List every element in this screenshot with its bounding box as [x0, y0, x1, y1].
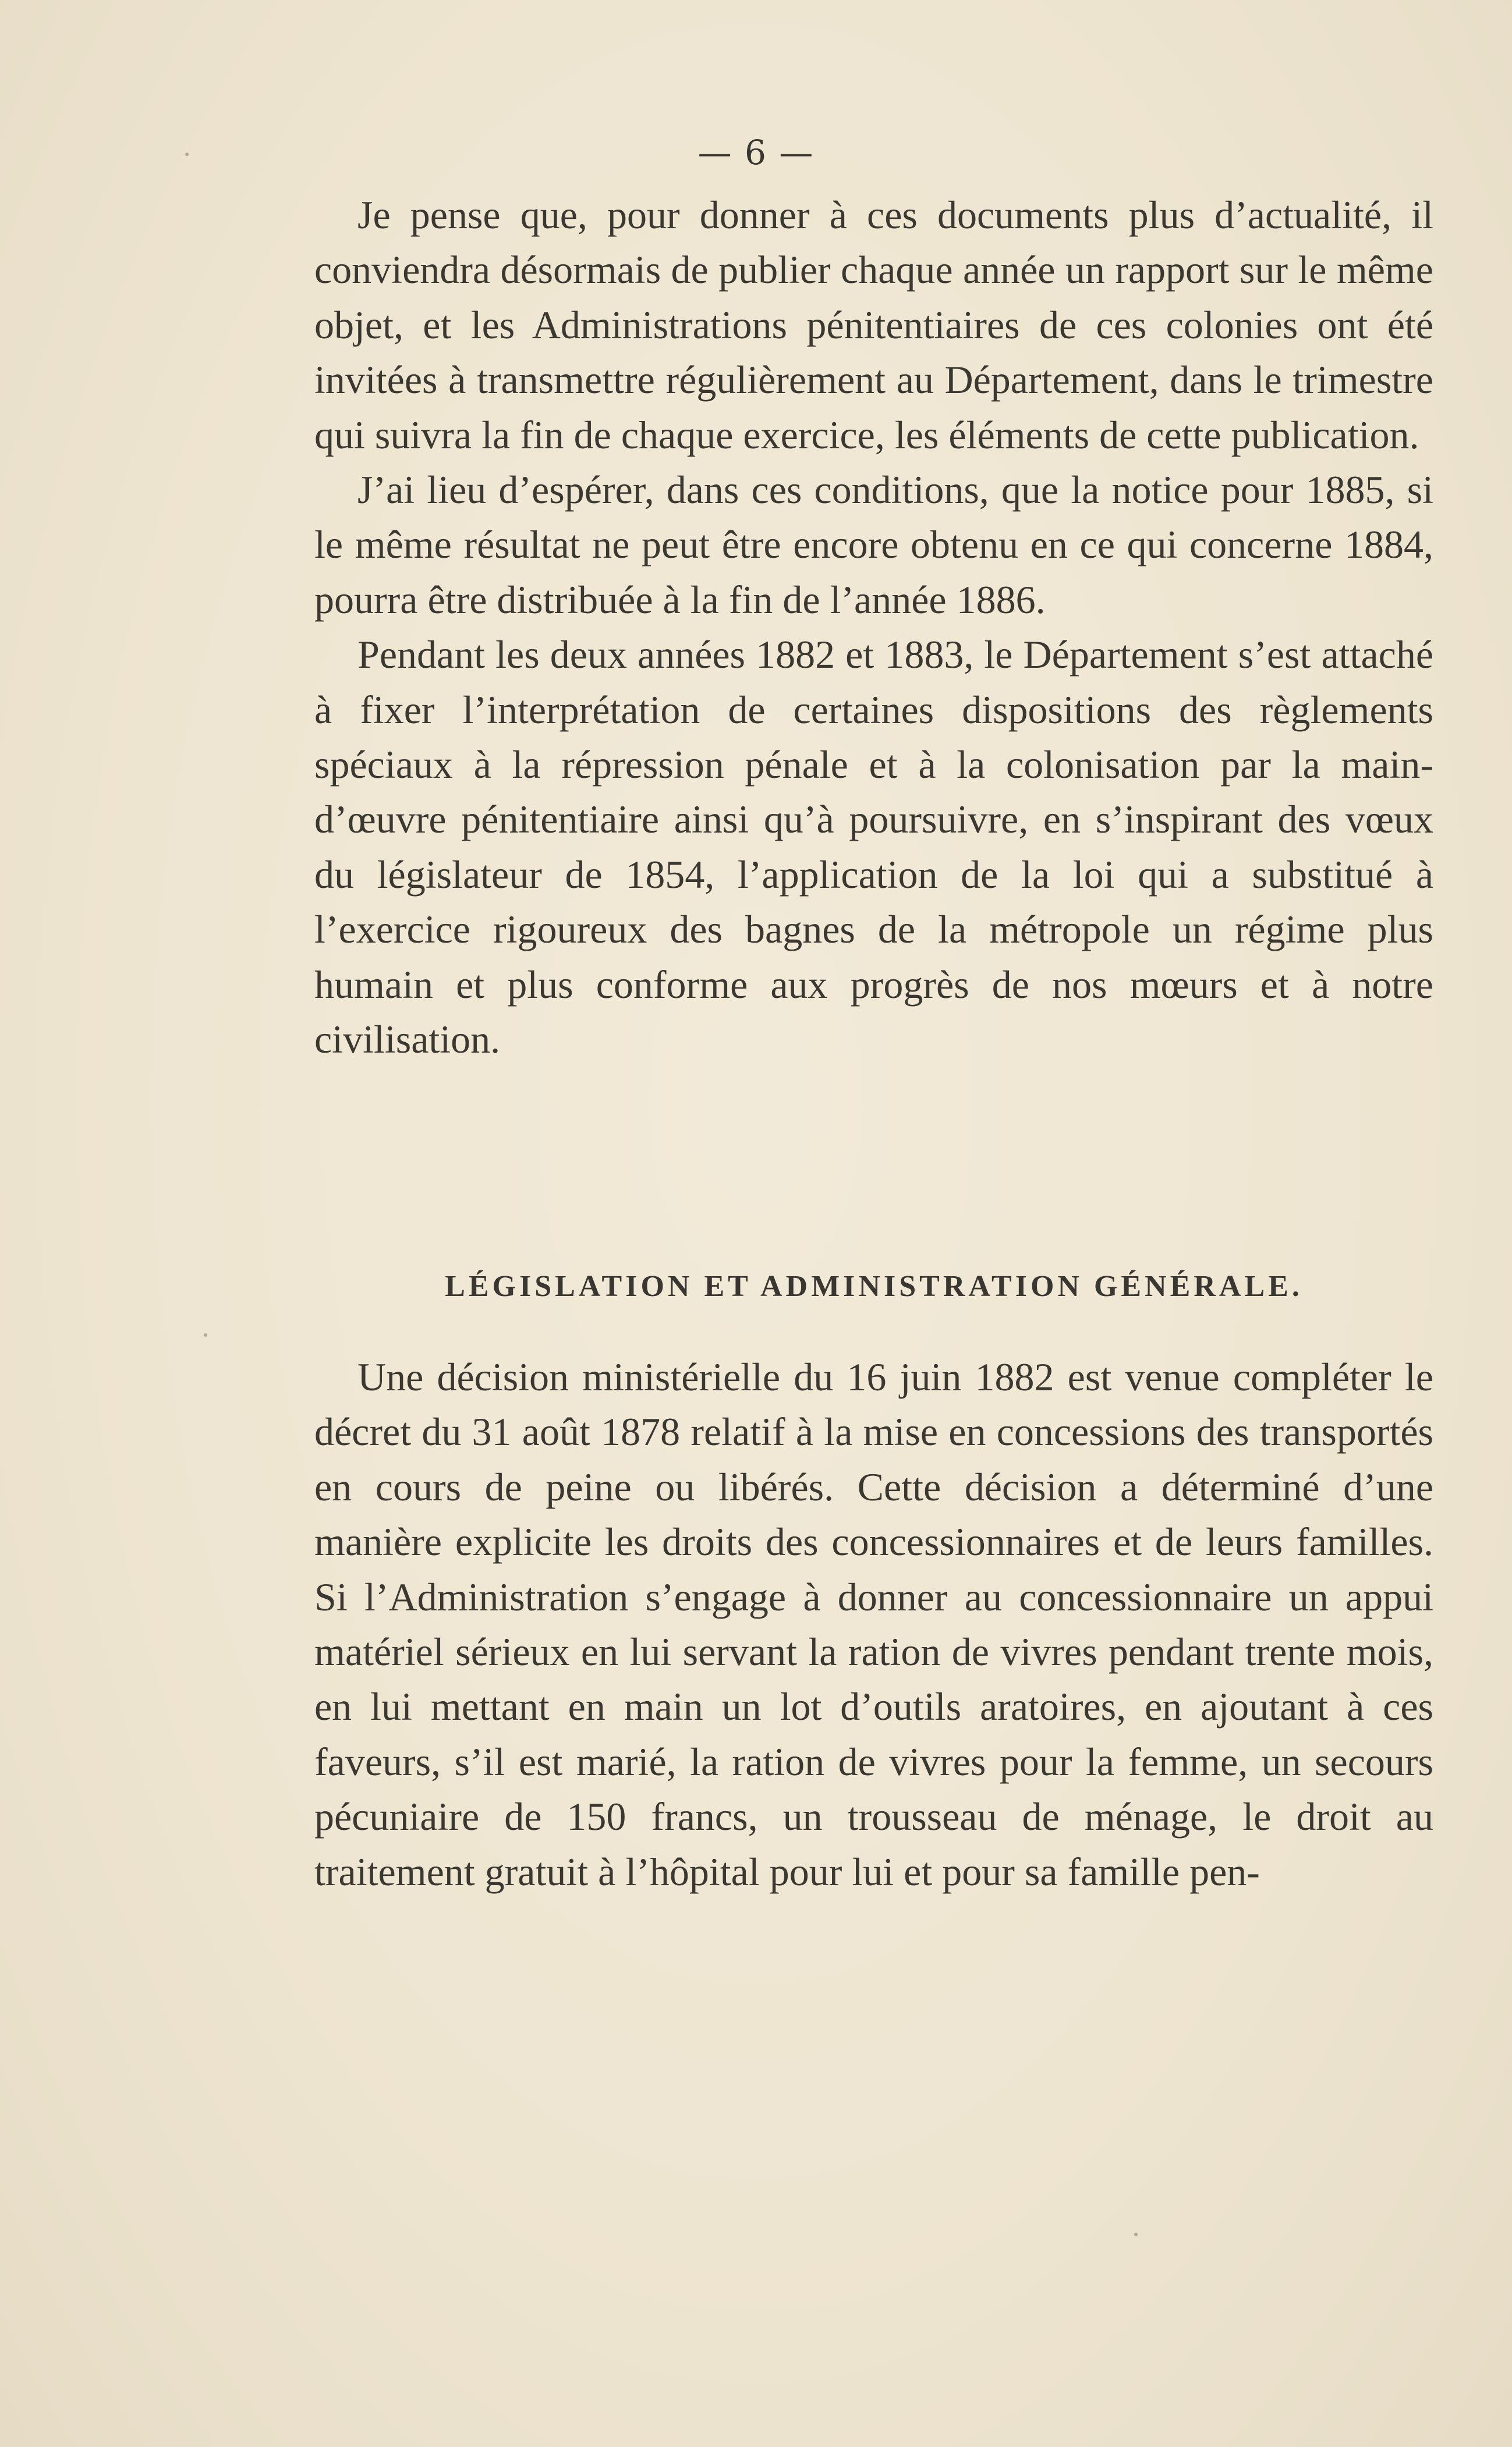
paper-speck [185, 153, 189, 156]
paragraph: J’ai lieu d’espérer, dans ces conditions, que la notice pour 1885, si le même résultat ne peut être encore obtenu en ce qui concerne 1884, pourra être distribuée à la fin de l’année 1886. [314, 468, 1433, 622]
paper-speck [1134, 2233, 1138, 2236]
paragraph: Pendant les deux années 1882 et 1883, le Département s’est attaché à fixer l’interprétation de certaines dispositions des règlements spéciaux à la répression pénale et à la colonisation par la main-d’œuvre pénitentiaire ainsi qu’à poursuivre, en s’inspirant des vœux du législateur de 1854, l’application de la loi qui a substitué à l’exercice rigoureux des bagnes de la métropole un régime plus humain et plus conforme aux progrès de nos mœurs et à notre civilisation. [314, 632, 1433, 1062]
section-heading: LÉGISLATION ET ADMINISTRATION GÉNÉRALE. [445, 1270, 1303, 1303]
page-number: — 6 — [697, 133, 815, 172]
paragraph: Je pense que, pour donner à ces documents plus d’actualité, il conviendra désormais de publier chaque année un rapport sur le même objet, et les Administrations pénitentiaires de ces colonies ont été invitées à transmettre régulièrement au Département, dans le trimestre qui suivra la fin de chaque exercice, les éléments de cette publication. [314, 193, 1433, 457]
body-text-top [314, 187, 1433, 1067]
paragraph: Une décision ministérielle du 16 juin 1882 est venue compléter le décret du 31 août 1878 relatif à la mise en concessions des transportés en cours de peine ou libérés. Cette décision a déterminé d’une manière explicite les droits des concessionnaires et de leurs familles. Si l’Administration s’engage à donner au concessionnaire un appui matériel sérieux en lui servant la ration de vivres pendant trente mois, en lui mettant en main un lot d’outils aratoires, en ajoutant à ces faveurs, s’il est marié, la ration de vivres pour la femme, un secours pécuniaire de 150 francs, un trousseau de ménage, le droit au traitement gratuit à l’hôpital pour lui et pour sa famille pen- [314, 1355, 1433, 1894]
body-text-bottom [314, 1350, 1433, 1899]
paper-speck [204, 1333, 207, 1337]
